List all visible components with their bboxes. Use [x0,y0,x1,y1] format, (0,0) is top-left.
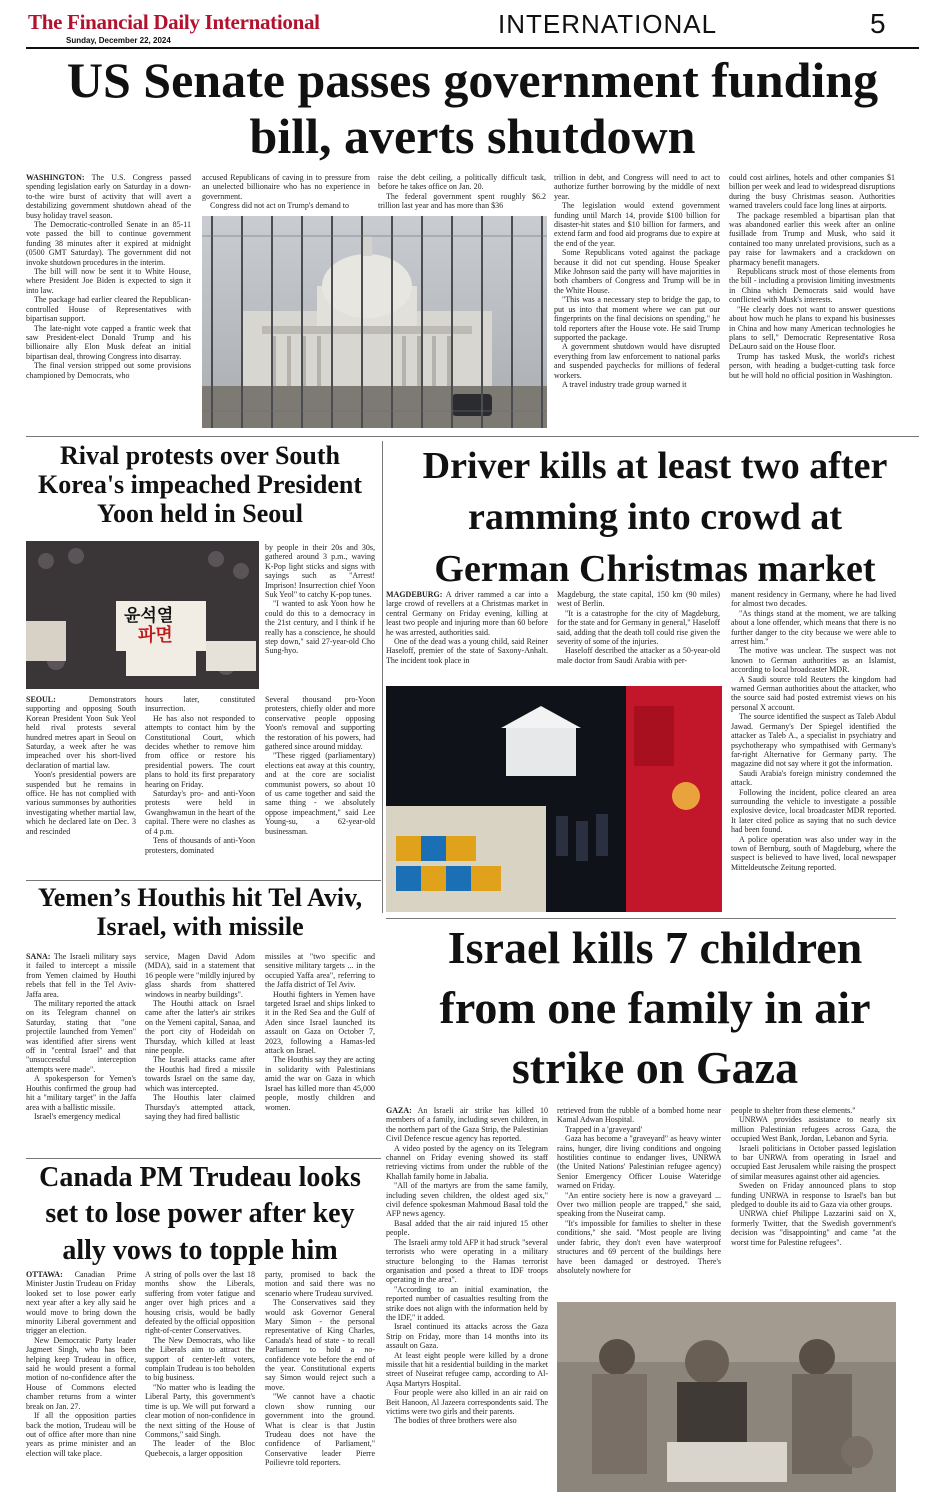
senate-col-5 [729,173,895,429]
canada-col-3 [265,1270,375,1492]
gaza-headline-line: from one family in air [439,981,871,1033]
paragraph: Gaza has become a "graveyard" as heavy winter rains, hunger, dire living conditions and ongoing hostilities continue to endanger lives, UNRWA (the United Nations' Palestinian refugee agency) Senior Emergency Officer Louise Wateridge warned on Friday. [557,1134,721,1191]
paragraph: The Houthis say they are acting in solidarity with Palestinians amid the war on Gaza in which Israel has killed more than 45,000 people, mostly children and women. [265,1055,375,1112]
gaza-headline-line: Israel kills 7 children [447,922,863,973]
masthead-rule [26,47,919,49]
paragraph: He has also not responded to attempts to contact him by the Constitutional Court, which decides whether to remove him from office or restore his presidential powers. The court plans to hold its first preparatory hearing on Friday. [145,713,255,789]
paragraph: The final version stripped out some provisions championed by Democrats, who [26,361,191,380]
houthis-headline [20,883,380,941]
paragraph: One of the dead was a young child, said Reiner Haseloff, premier of the state of Saxony-Anhalt. The incident took place in [386,637,548,665]
paragraph: Four people were also killed in an air raid on Beit Hanoon, Al Jazeera correspondents said. The victims were two girls and their parents. [386,1388,548,1416]
paragraph: The Israeli army told AFP it had struck "several terrorists who were operating in a military structure belonging to the Hamas terrorist organisation and posed a threat to IDF troops operating in the area". [386,1237,548,1285]
germany-col-3 [731,590,896,915]
senate-col-5-text: could cost airlines, hotels and other companies $1 billion per week and lead to widespread disruptions during the busy Christmas season. Authorities warned travelers could face long lines at airports. The package resembled a bipartisan plan that was abandoned earlier this week after an online fusillade from Trump and Musk, who said it contained too many unrelated provisions, such as a pay raise for lawmakers and a crackdown on pharmacy benefit managers. Republicans struck most of those elements from the bill - including a provision limiting investments in China which Democrats said would have conflicted with Musk's interests. "He clearly does not want to answer questions about how much he plans to expand his businesses in China and how many American technologies he plans to sell," Democratic Representative Rosa DeLauro said on the House floor. Trump has tasked Musk, the world's richest person, with heading a budget-cutting task force but he will hold no official position in Washington. [729,173,895,380]
paragraph: The legislation would extend government funding until March 14, provide $100 billion for disaster-hit states and $10 billion for farmers, and extend farm and food aid programs due to expire at the end of the year. [554,201,720,248]
paragraph: Some Republicans voted against the package because it did not cut spending. House Speaker Mike Johnson said the party will have majorities in both chambers of Congress and Trump will be in the White House. [554,248,720,295]
paragraph: A video posted by the agency on its Telegram channel on Friday evening showed its staff retrieving victims from under the rubble of the Khallah family home in Jabalia. [386,1143,548,1181]
canada-col-1-text: Canadian Prime Minister Justin Trudeau on Friday looked set to lose power early next year after a key ally said he would move to bring down the minority Liberal government and trigger an election. New Democratic Party leader Jagmeet Singh, who has been helping keep Trudeau in office, said he would present a formal motion of no-confidence after the House of Commons elected chamber returns from a winter break on Jan. 27. If all the opposition parties back the motion, Trudeau will be out of office after more than nine years as prime minister and an election will take place. [26,1270,136,1458]
houthis-headline-line: Yemen’s Houthis hit Tel Aviv, [37,883,363,912]
paragraph: A spokesperson for Yemen's Houthis confirmed the group had hit a "military target" in the Jaffa area with a ballistic missile. [26,1074,136,1112]
germany-headline-line: ramming into crowd at [468,496,842,539]
paragraph: Israel's emergency medical [34,1111,121,1121]
korea-headline-line: Rival protests over South [60,441,340,470]
gaza-headline-line: strike on Gaza [511,1041,799,1093]
paragraph: Trump has tasked Musk, the world's richest person, with heading a budget-cutting task force but he will hold no official position in Washington. [729,351,895,380]
gaza-col-2 [557,1106,721,1296]
senate-col-1-text: The U.S. Congress passed spending legislation early on Saturday in a down-to-the wire burst of activity that will avert a destabilizing government shutdown ahead of the busy holiday travel season. The Democratic-controlled Senate in an 85-11 vote passed the bill to continue government funding 38 minutes after it expired at midnight (0500 GMT Saturday). The government did not invoke shutdown procedures in the interim. The bill will now be sent it to White House, where President Joe Biden is expected to sign it into law. The package had earlier cleared the Republican-controlled House of Representatives with bipartisan support. The late-night vote capped a frantic week that saw President-elect Donald Trump and his billionaire ally Elon Musk defeat an initial bipartisan deal, throwing Congress into disarray. The final version stripped out some provisions championed by Democrats, who [26,173,191,380]
senate-headline [20,52,925,164]
senate-col-2-text: accused Republicans of caving in to pressure from an unelected billionaire who has no experience in government. Congress did not act on Trump's demand to [202,173,370,211]
germany-col-2-text: Magdeburg, the state capital, 150 km (90 miles) west of Berlin. "It is a catastrophe for the city of Magdeburg, for the state and for Germany in general," Haseloff said, adding that the death toll could rise given the severity of some of the injuries. Haseloff described the attacker as a 50-year-old male doctor from Saudi Arabia with per- [557,590,720,665]
paragraph: Sweden on Friday announced plans to stop funding UNRWA in response to Israel's ban but pledged to double its aid to Gaza via other groups. [731,1181,896,1210]
houthis-dateline: SANA: [26,952,51,961]
houthis-col-1 [26,952,136,1154]
photo-sign-text: 윤석열 [124,606,174,626]
germany-col-2 [557,590,720,680]
paragraph: "I wanted to ask Yoon how he could do this to a democracy in the 21st century, and I think if he really has a conscience, he should step down," said 27-year-old Cho Sung-hyo. [265,599,375,656]
issue-date: Sunday, December 22, 2024 [66,36,171,45]
germany-headline [385,441,925,595]
senate-headline-line: bill, averts shutdown [249,108,696,164]
paragraph: The Democratic-controlled Senate in an 85-11 vote passed the bill to continue government funding 38 minutes after it expired at midnight (0500 GMT Saturday). The government did not invoke shutdown procedures in the interim. [26,220,191,267]
korea-col-3-text: Several thousand pro-Yoon protesters, chiefly older and more conservative people opposing Yoon's removal and supporting the restoration of his powers, had gathered since around midday. "These rigged (parliamentary) elections eat away at this country, and at the core are socialist communist powers, so about 10 of us came together and said the same thing - we absolutely oppose impeachment," said Lee Young-su, a 62-year-old businessman. [265,695,375,836]
canada-col-2-text: A string of polls over the last 18 months show the Liberals, suffering from voter fatigue and anger over high prices and a housing crisis, would be badly defeated by the official opposition right-of-center Conservatives. The New Democrats, who like the Liberals aim to attract the support of center-left voters, complain Trudeau is too beholden to big business. "No matter who is leading the Liberal Party, this government's time is up. We will put forward a clear motion of non-confidence in the next sitting of the House of Commons," said Singh. The leader of the Bloc Quebecois, a larger opposition [145,1270,255,1458]
senate-col-3 [378,173,546,213]
senate-dateline: WASHINGTON: [26,173,85,182]
houthis-headline-line: Israel, with missile [96,912,304,942]
paragraph: A travel industry trade group warned it [562,379,687,389]
paragraph: "An entire society here is now a graveyard ... Over two million people are trapped," she said, speaking from the Nuseirat camp. [557,1190,721,1219]
canada-col-2 [145,1270,255,1492]
paragraph: The package had earlier cleared the Republican-controlled House of Representatives with bipartisan support. [26,295,191,324]
paragraph: Congress did not act on Trump's demand to [210,201,349,211]
gaza-photo [557,1302,896,1492]
korea-dateline: SEOUL: [26,695,56,704]
paragraph: "We cannot have a chaotic clown show running our government into the ground. What is clear is that Justin Trudeau does not have the confidence of Parliament," Conservative leader Pierre Poilievre told reporters. [265,1392,375,1468]
germany-dateline: MAGDEBURG: [386,590,443,599]
section-name: INTERNATIONAL [498,9,718,39]
paragraph: "It is a catastrophe for the city of Magdeburg, for the state and for Germany in general," Haseloff said, adding that the death toll could rise given the severity of some of the injuries. [557,608,720,647]
paragraph: The federal government spent roughly $6.2 trillion last year and has more than $36 [378,191,546,211]
row-divider [26,436,919,437]
paragraph: The Houthi attack on Israel came after the latter's air strikes on the Yemeni capital, Sanaa, and the port city of Hodeidah on Thursday, which killed at least nine people. [145,999,255,1056]
paragraph: Republicans struck most of those elements from the bill - including a provision limiting investments in China which Democrats said would have conflicted with Musk's interests. [729,267,895,305]
paragraph: The leader of the Bloc Quebecois, a larger opposition [145,1439,255,1458]
paragraph: "All of the martyrs are from the same family, including seven children, the oldest aged six," civil defence spokesman Mahmoud Basal told the AFP news agency. [386,1181,548,1219]
paragraph: "According to an initial examination, the reported number of casualties resulting from the strike does not align with the information held by the IDF," it added. [386,1284,548,1322]
korea-col-1 [26,695,136,875]
gaza-col-1 [386,1106,548,1492]
paragraph: If all the opposition parties back the motion, Trudeau will be out of office after more than nine years as prime minister and an election will take place. [26,1411,136,1458]
paragraph: Saudi Arabia's foreign ministry condemned the attack. [731,768,896,788]
column-divider [382,441,383,913]
christmas-market-photo [386,686,722,912]
paper-name: The Financial Daily International [28,10,320,34]
paragraph: "He clearly does not want to answer questions about how much he plans to expand his businesses in China and how many American technologies he plans to sell," Democratic Representative Rosa DeLauro said on the House floor. [729,304,895,352]
paragraph: The Conservatives said they would ask Governor General Mary Simon - the personal representative of King Charles, Canada's head of state - to recall Parliament to hold a no-confidence vote before the end of the year. Constitutional experts say Simon would reject such a move. [265,1298,375,1392]
paragraph: "As things stand at the moment, we are talking about a lone offender, which means that there is no further danger to the city because we were able to arrest him." [731,608,896,647]
paragraph: Yoon's presidential powers are suspended but he remains in office. He has not complied with various summonses by authorities investigating whether martial law, which he declared late on Dec. 3 and rescinded [26,770,136,836]
paragraph: "These rigged (parliamentary) elections eat away at this country, and at the core are socialist communist powers, so about 10 of us came together and said the same thing - we absolutely oppose impeachment," said Lee Young-su, a 62-year-old businessman. [265,751,375,836]
paragraph: Trapped in a 'graveyard' [565,1124,643,1134]
canada-col-3-text: party, promised to back the motion and said there was no scenario where Trudeau survived. The Conservatives said they would ask Governor General Mary Simon - the personal representative of King Charles, Canada's head of state - to recall Parliament to hold a no-confidence vote before the end of the year. Constitutional experts say Simon would reject such a move. "We cannot have a chaotic clown show running our government into the ground. What is clear is that Justin Trudeau does not have the confidence of Parliament," Conservative leader Pierre Poilievre told reporters. [265,1270,375,1468]
paragraph: New Democratic Party leader Jagmeet Singh, who has been helping keep Trudeau in office, said he would present a formal motion of no-confidence after the House of Commons elected chamber returns from a winter break on Jan. 27. [26,1335,136,1411]
paragraph: The military reported the attack on its Telegram channel on Saturday, stating that "one projectile launched from Yemen" was identified after sirens went off in "central Israel" and that "unsuccessful interception attempts were made". [26,999,136,1074]
korea-headline-line: Korea's impeached President [37,470,362,500]
houthis-col-1-text: The Israeli military says it failed to intercept a missile from Yemen claimed by Houthi rebels that fell in the Tel Aviv-Jaffa area. The military reported the attack on its Telegram channel on Saturday, stating that "one projectile launched from Yemen" was identified after sirens went off in "central Israel" and that "unsuccessful interception attempts were made". A spokesperson for Yemen's Houthis confirmed the group had hit a "military target" in the Jaffa area with a ballistic missile. Israel's emergency medical [26,952,136,1121]
korea-headline-line: Yoon held in Seoul [97,499,303,529]
paragraph: Tens of thousands of anti-Yoon protesters, dominated [145,836,255,855]
paragraph: A Saudi source told Reuters the kingdom had warned German authorities about the attacker, who the source said had posted extremist views on his personal X account. [731,674,896,712]
page-number: 5 [870,8,886,39]
korea-col-2 [145,695,255,875]
senate-col-3-text: raise the debt ceiling, a politically difficult task, before he takes office on Jan. 20. The federal government spent roughly $6.2 trillion last year and has more than $36 [378,173,546,211]
paragraph: Basal added that the air raid injured 15 other people. [386,1218,548,1238]
paragraph: The Houthis later claimed Thursday's attempted attack, saying they had fired ballistic [145,1093,255,1121]
paragraph: A police operation was also under way in the town of Bernburg, south of Magdeburg, where the suspect is believed to have lived, local newspaper Mitteldeutsche Zeitung reported. [731,834,896,872]
paragraph: The motive was unclear. The suspect was not known to German authorities as an Islamist, according to local broadcaster MDR. [731,646,896,675]
paragraph: The package resembled a bipartisan plan that was abandoned earlier this week after an online fusillade from Trump and Musk, who said it contained too many unrelated provisions, such as a pay raise for lawmakers and a crackdown on pharmacy benefit managers. [729,210,895,267]
paragraph: UNRWA chief Philippe Lazzarini said on X, formerly Twitter, that the Swedish government's decision was "disappointing" and came "at the worst time for Palestine refugees". [731,1209,896,1247]
korea-col-2-text: hours later, constituted insurrection. He has also not responded to attempts to contact him by the Constitutional Court, which decides whether to remove him from office or restore his presidential powers. The court plans to hold its first preparatory hearing on Friday. Saturday's pro- and anti-Yoon protests were held in Gwanghwamun in the heart of the capital. There were no clashes as of 4 p.m. Tens of thousands of anti-Yoon protesters, dominated [145,695,255,855]
paragraph: A government shutdown would have disrupted everything from law enforcement to national parks and suspended paychecks for millions of federal workers. [554,342,720,380]
senate-col-1 [26,173,191,429]
canada-headline-line: Canada PM Trudeau looks [39,1162,361,1193]
paragraph: Houthi fighters in Yemen have targeted Israel and ships linked to it in the Red Sea and the Gulf of Aden since Israel launched its assault on Gaza on October 7, 2023, following a Hamas-led attack on Israel. [265,989,375,1056]
row-divider [26,1158,381,1159]
canada-headline-line: set to lose power after key [45,1198,355,1230]
korea-col-3 [265,695,375,875]
paragraph: UNRWA provides assistance to nearly six million Palestinian refugees across Gaza, the occupied West Bank, Jordan, Lebanon and Syria. [731,1115,896,1144]
gaza-col-3-text: people to shelter from these elements." UNRWA provides assistance to nearly six million Palestinian refugees across Gaza, the occupied West Bank, Jordan, Lebanon and Syria. Israeli politicians in October passed legislation to bar UNRWA from operating in Israel and occupied East Jerusalem while raising the prospect of similar measures against other aid agencies. Sweden on Friday announced plans to stop funding UNRWA in response to Israel's ban but pledged to double its aid to Gaza via other groups. UNRWA chief Philippe Lazzarini said on X, formerly Twitter, that the Swedish government's decision was "disappointing" and came "at the worst time for Palestine refugees". [731,1106,896,1247]
row-divider [26,880,381,881]
gaza-col-1-text: An Israeli air strike has killed 10 members of a family, including seven children, in the northern part of the Gaza Strip, the Palestinian Civil Defence rescue agency has reported. A video posted by the agency on its Telegram channel on Friday evening showed its staff retrieving victims from under the rubble of the Khallah family home in Jabalia. "All of the martyrs are from the same family, including seven children, the oldest aged six," civil defence spokesman Mahmoud Basal told the AFP news agency. Basal added that the air raid injured 15 other people. The Israeli army told AFP it had struck "several terrorists who were operating in a military structure belonging to the Hamas terrorist organisation and posed a threat to IDF troops operating in the area". "According to an initial examination, the reported number of casualties resulting from the strike does not align with the information held by the IDF," it added. Israel continued its attacks across the Gaza Strip on Friday, more than 14 months into its assault on Gaza. At least eight people were killed by a drone missile that hit a residential building in the market street of Nuseirat refugee camp, according to Al-Aqsa Martyrs Hospital. Four people were also killed in an air raid on Beit Hanoon, Al Jazeera correspondents said. The victims were two girls and their parents. The bodies of three brothers were also [386,1106,548,1426]
photo-sign-text: 파면 [138,625,173,646]
paragraph: Israel continued its attacks across the Gaza Strip on Friday, more than 14 months into its assault on Gaza. [386,1322,548,1351]
senate-col-4 [554,173,720,429]
paragraph: The Israeli attacks came after the Houthis had fired a missile towards Israel on the same day, which was intercepted. [145,1055,255,1093]
paragraph: "This was a necessary step to bridge the gap, to put us into that moment where we can put our fingerprints on the final decisions on spending," he told reporters after the House vote. He said Trump supported the package. [554,295,720,342]
gaza-dateline: GAZA: [386,1106,412,1115]
germany-headline-line: Driver kills at least two after [422,445,888,487]
germany-col-3-text: manent residency in Germany, where he had lived for almost two decades. "As things stand at the moment, we are talking about a lone offender, which means that there is no further danger to the city because we were able to arrest him." The motive was unclear. The suspect was not known to German authorities as an Islamist, according to local broadcaster MDR. A Saudi source told Reuters the kingdom had warned German authorities about the attacker, who the source said had posted extremist views on his personal X account. The source identified the suspect as Taleb Abdul Jawad. Germany's Der Spiegel identified the attacker as Taleb A., a specialist in psychiatry and psychotherapy who sympathised with Germany's far-right Alternative for Germany party. The magazine did not say where it got the information. Saudi Arabia's foreign ministry condemned the attack. Following the incident, police cleared an area surrounding the vehicle to investigate a possible explosive device, local broadcaster MDR reported. It later cited police as saying that no such device had been found. A police operation was also under way in the town of Bernburg, south of Magdeburg, where the suspect is believed to have lived, local newspaper Mitteldeutsche Zeitung reported. [731,590,896,872]
canada-headline-line: ally vows to topple him [62,1234,338,1266]
paragraph: Following the incident, police cleared an area surrounding the vehicle to investigate a possible explosive device, local broadcaster MDR reported. It later cited police as saying that no such device had been found. [731,787,896,835]
senate-headline-line: US Senate passes government funding [66,52,879,108]
canada-col-1 [26,1270,136,1492]
germany-headline-line: German Christmas market [434,547,876,590]
paragraph: The New Democrats, who like the Liberals aim to attract the support of center-left voters, complain Trudeau is too beholden to big business. [145,1335,255,1383]
seoul-protest-photo [26,541,259,689]
paragraph: The late-night vote capped a frantic week that saw President-elect Donald Trump and his billionaire ally Elon Musk defeat an initial bipartisan deal, throwing Congress into disarray. [26,323,191,361]
korea-col-right-top [265,543,375,693]
senate-col-2 [202,173,370,213]
korea-col-right-top-text: by people in their 20s and 30s, gathered around 3 p.m., waving K-Pop light sticks and signs with sayings such as "Arrest! Imprison! Insurrection chief Yoon Suk Yeol" to catchy K-pop tunes. "I wanted to ask Yoon how he could do this to a democracy in the 21st century, and I think if he really has a conscience, he should step down," said 27-year-old Cho Sung-hyo. [265,543,375,656]
paragraph: Saturday's pro- and anti-Yoon protests were held in Gwanghwamun in the heart of the capital. There were no clashes as of 4 p.m. [145,789,255,836]
gaza-col-3 [731,1106,896,1296]
korea-col-1-text: Demonstrators supporting and opposing South Korean President Yoon Suk Yeol held rival protests several hundred metres apart in Seoul on Saturday, a week after he was impeached over his short-lived declaration of martial law. Yoon's presidential powers are suspended but he remains in office. He has not complied with various summonses by authorities investigating whether martial law, which he declared late on Dec. 3 and rescinded [26,695,136,836]
paragraph: The bodies of three brothers were also [394,1416,517,1426]
paragraph: At least eight people were killed by a drone missile that hit a residential building in the market street of Nuseirat refugee camp, according to Al-Aqsa Martyrs Hospital. [386,1350,548,1388]
paragraph: "It's impossible for families to shelter in these conditions," she said. "Most people are living under fabric, they don't even have waterproof structures and 69 percent of the buildings here have been damaged or destroyed. There's absolutely nowhere for [557,1218,721,1275]
paragraph: The source identified the suspect as Taleb Abdul Jawad. Germany's Der Spiegel identified the attacker as Taleb A., a specialist in psychiatry and psychotherapy who sympathised with Germany's far-right Alternative for Germany party. The magazine did not say where it got the information. [731,712,896,769]
capitol-photo [202,216,547,428]
paragraph: "No matter who is leading the Liberal Party, this government's time is up. We will put forward a clear motion of non-confidence in the next sitting of the House of Commons," said Singh. [145,1382,255,1439]
gaza-headline [385,918,925,1097]
paragraph: Israeli politicians in October passed legislation to bar UNRWA from operating in Israel and occupied East Jerusalem while raising the prospect of similar measures against other aid agencies. [731,1143,896,1181]
houthis-col-2-text: service, Magen David Adom (MDA), said in a statement that 16 people were "mildly injured by glass shards from shattered windows in nearby buildings". The Houthi attack on Israel came after the latter's air strikes on the Yemeni capital, Sanaa, and the port city of Hodeidah on Thursday, which killed at least nine people. The Israeli attacks came after the Houthis had fired a missile towards Israel on the same day, which was intercepted. The Houthis later claimed Thursday's attempted attack, saying they had fired ballistic [145,952,255,1121]
germany-col-1-text: A driver rammed a car into a large crowd of revellers at a Christmas market in central Germany on Friday evening, killing at least two people and injuring more than 60 before he was arrested, authorities said. One of the dead was a young child, said Reiner Haseloff, premier of the state of Saxony-Anhalt. The incident took place in [386,590,548,665]
korea-headline [20,441,380,528]
canada-headline [20,1160,380,1269]
paragraph: Haseloff described the attacker as a 50-year-old male doctor from Saudi Arabia with per- [557,646,720,665]
houthis-col-3-text: missiles at "two specific and sensitive military targets ... in the occupied Yaffa area", referring to the Jaffa district of Tel Aviv. Houthi fighters in Yemen have targeted Israel and ships linked to it in the Red Sea and the Gulf of Aden since Israel launched its assault on Gaza on October 7, 2023, following a Hamas-led attack on Israel. The Houthis say they are acting in solidarity with Palestinians amid the war on Gaza in which Israel has killed more than 45,000 people, mostly children and women. [265,952,375,1112]
canada-dateline: OTTAWA: [26,1270,63,1279]
houthis-col-2 [145,952,255,1154]
germany-col-1 [386,590,548,680]
paragraph: The bill will now be sent it to White House, where President Joe Biden is expected to sign it into law. [26,267,191,295]
gaza-col-2-text: retrieved from the rubble of a bombed home near Kamal Adwan Hospital. Trapped in a 'graveyard' Gaza has become a "graveyard" as heavy winter rains, hunger, dire living conditions and ongoing hostilities continue to endanger lives, UNRWA (the United Nations' Palestinian refugee agency) Senior Emergency Officer Louise Wateridge warned on Friday. "An entire society here is now a graveyard ... Over two million people are trapped," she said, speaking from the Nuseirat camp. "It's impossible for families to shelter in these conditions," she said. "Most people are living under fabric, they don't even have waterproof structures and 69 percent of the buildings here have been damaged or destroyed. There's absolutely nowhere for [557,1106,721,1275]
houthis-col-3 [265,952,375,1154]
senate-col-4-text: trillion in debt, and Congress will need to act to authorize further borrowing by the middle of next year. The legislation would extend government funding until March 14, provide $100 billion for disaster-hit states and $10 billion for farmers, and extend farm and food aid programs due to expire at the end of the year. Some Republicans voted against the package because it did not cut spending. House Speaker Mike Johnson said the party will have majorities in both chambers of Congress and Trump will be in the White House. "This was a necessary step to bridge the gap, to put us into that moment where we can put our fingerprints on the final decisions on spending," he told reporters after the House vote. He said Trump supported the package. A government shutdown would have disrupted everything from law enforcement to national parks and suspended paychecks for millions of federal workers. A travel industry trade group warned it [554,173,720,389]
